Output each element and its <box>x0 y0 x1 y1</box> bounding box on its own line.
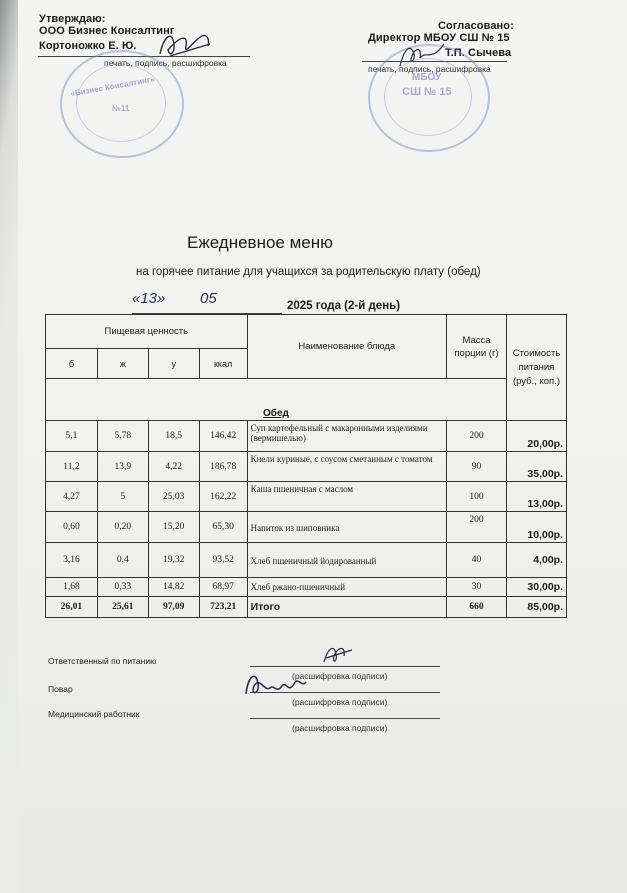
responsible-label: Ответственный по питанию <box>48 656 157 666</box>
medical-label: Медицинский работник <box>48 709 140 719</box>
school-stamp-text: МБОУ <box>412 72 442 83</box>
page-subtitle: на горячее питание для учащихся за родительскую плату (обед) <box>136 266 481 278</box>
director-signature <box>150 26 220 71</box>
table-row: 3,16 0,4 19,32 93,52 Хлеб пшеничный йодированный 40 4,00р. <box>46 543 567 578</box>
dish-price: 30,00р. <box>506 578 566 597</box>
company-stamp-number: №11 <box>112 104 130 113</box>
table-row: 1,68 0,33 14,82 68,97 Хлеб ржано-пшеничный 30 30,00р. <box>46 578 567 597</box>
menu-table <box>45 314 567 618</box>
table-row: 5,1 5,78 18,5 146,42 Суп картофельный с макаронными изделиями (вермишелью) 200 20,00р. <box>46 421 567 452</box>
company-stamp-text: «Бизнес Консалтинг» <box>69 74 156 99</box>
cook-caption: (расшифровка подписи) <box>292 697 388 707</box>
dish-header: Наименование блюда <box>247 315 446 379</box>
total-label: Итого <box>247 597 446 618</box>
medical-signature-line <box>250 718 440 719</box>
table-row: 4,27 5 25,03 162,22 Каша пшеничная с маслом 100 13,00р. <box>46 482 567 512</box>
table-row: 0,60 0,20 15,20 65,30 Напиток из шиповника 200 10,00р. <box>46 512 567 543</box>
dish-price: 10,00р. <box>506 512 566 543</box>
dish-price: 13,00р. <box>506 482 566 512</box>
section-title: Обед <box>46 379 507 421</box>
fat-header: ж <box>97 349 148 379</box>
date-day: «13» <box>132 290 166 307</box>
dish-name: Хлеб пшеничный йодированный <box>247 543 446 578</box>
protein-header: б <box>46 349 98 379</box>
total-price: 85,00р. <box>506 597 566 618</box>
cost-header: Стоимость питания (руб., коп.) <box>506 315 566 421</box>
responsible-caption: (расшифровка подписи) <box>292 671 388 681</box>
dish-price: 35,00р. <box>506 452 566 482</box>
agree-caption: печать, подпись, расшифровка <box>368 64 491 74</box>
date-year: 2025 года (2-й день) <box>287 300 401 312</box>
kcal-header: ккал <box>199 349 247 379</box>
table-row: 11,2 13,9 4,22 186,78 Кнели куриные, с соусом сметанным с томатом 90 35,00р. <box>46 452 567 482</box>
agree-org: Директор МБОУ СШ № 15 <box>368 32 510 44</box>
dish-name: Кнели куриные, с соусом сметанным с томатом <box>247 452 446 482</box>
dish-price: 20,00р. <box>506 421 566 452</box>
carbs-header: у <box>148 349 199 379</box>
cook-signature <box>240 664 310 709</box>
approve-title: Утверждаю: <box>39 13 106 25</box>
table-header-row <box>46 315 567 349</box>
school-stamp-number: СШ № 15 <box>402 86 452 98</box>
dish-name: Напиток из шиповника <box>247 512 446 543</box>
agree-signature <box>392 36 452 81</box>
cook-label: Повар <box>48 684 73 694</box>
medical-caption: (расшифровка подписи) <box>292 723 388 733</box>
nutrition-header: Пищевая ценность <box>46 315 248 349</box>
agree-title: Согласовано: <box>438 20 514 32</box>
approve-person: Кортоножко Е. Ю. <box>39 40 137 52</box>
section-row <box>46 379 567 421</box>
date-month: 05 <box>200 290 217 307</box>
responsible-signature <box>318 640 358 673</box>
approve-org: ООО Бизнес Консалтинг <box>39 25 175 37</box>
page-title: Ежедневное меню <box>187 233 333 252</box>
dish-price: 4,00р. <box>506 543 566 578</box>
dish-name: Суп картофельный с макаронными изделиями (вермишелью) <box>247 421 446 452</box>
approve-caption: печать, подпись, расшифровка <box>104 58 227 68</box>
dish-name: Каша пшеничная с маслом <box>247 482 446 512</box>
mass-header: Масса порции (г) <box>447 315 507 379</box>
total-row: 26,01 25,61 97,09 723,21 Итого 660 85,00р. <box>46 597 567 618</box>
agree-person: Т.П. Сычева <box>445 47 512 59</box>
dish-name: Хлеб ржано-пшеничный <box>247 578 446 597</box>
